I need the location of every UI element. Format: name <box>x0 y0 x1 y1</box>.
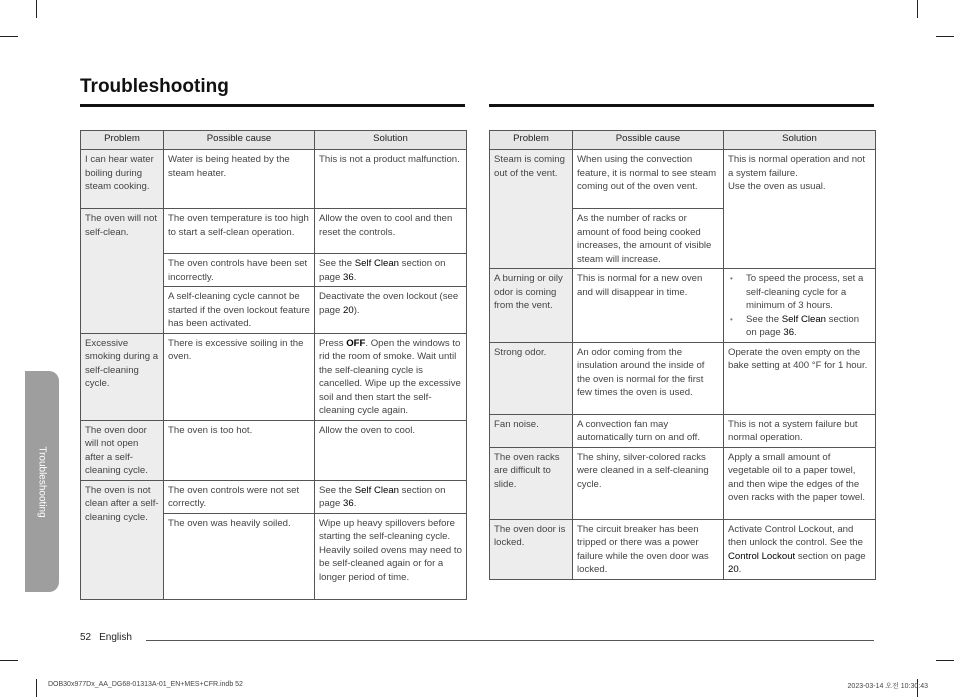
troubleshooting-table-left <box>80 130 467 600</box>
problem-cell: The oven will not self-clean. <box>81 209 164 334</box>
text-run: Deactivate the oven lockout (see page <box>319 291 459 316</box>
text-run: . Open the windows to rid the room of smoke. Wait until the self-cleaning cycle is cancelled. Wipe up the excessive soil and then start the self-cleaning cycle again. <box>319 337 461 416</box>
solution-cell: Wipe up heavy spillovers before starting the self-cleaning cycle. Heavily soiled ovens may need to be self-cleaned again or for a longer period of time. <box>315 513 467 599</box>
menu-term: Control Lockout <box>728 550 796 562</box>
cause-cell: The shiny, silver-colored racks were cleaned in a self-cleaning cycle. <box>573 447 724 519</box>
crop-mark <box>0 660 18 661</box>
table-header-row <box>490 131 876 150</box>
cause-cell: The oven was heavily soiled. <box>164 513 315 599</box>
footer-rule <box>146 640 874 641</box>
solution-cell: This is not a product malfunction. <box>315 150 467 209</box>
text-line: Use the oven as usual. <box>728 181 826 192</box>
solution-cell <box>315 254 467 287</box>
problem-cell: The oven racks are difficult to slide. <box>490 447 573 519</box>
text-run: . <box>353 498 357 509</box>
menu-term: Self Clean <box>354 258 400 269</box>
troubleshooting-table-right <box>489 130 876 580</box>
menu-term: Self Clean <box>781 313 827 325</box>
page-ref: 36 <box>343 271 354 283</box>
solution-cell <box>315 333 467 420</box>
text-run: Press <box>319 337 347 349</box>
crop-mark <box>36 0 37 18</box>
solution-cell: Allow the oven to cool and then reset the controls. <box>315 209 467 254</box>
footer-language: English <box>99 632 132 643</box>
text-run: Activate Control Lockout, and then unlock the control. See the <box>728 523 863 548</box>
problem-cell: I can hear water boiling during steam cooking. <box>81 150 164 209</box>
problem-cell: Steam is coming out of the vent. <box>490 150 573 269</box>
page-footer <box>80 632 132 643</box>
table-row <box>490 519 876 579</box>
text-run: See the <box>746 313 782 325</box>
print-timestamp: 2023-03-14 오전 10:30:43 <box>847 683 928 690</box>
text-run: See the <box>319 484 355 496</box>
table-row <box>490 150 876 209</box>
bullet-list <box>728 272 871 340</box>
page-ref: 20 <box>343 304 354 316</box>
side-tab-label: Troubleshooting <box>36 445 48 518</box>
crop-mark <box>917 0 918 18</box>
print-file-info: DOB30x977Dx_AA_DG68-01313A-01_EN+MES+CFR.indb 52 <box>48 681 243 688</box>
title-rule-left <box>80 104 465 107</box>
problem-cell: Excessive smoking during a self-cleaning cycle. <box>81 333 164 420</box>
text-run: See the <box>319 258 355 269</box>
crop-mark <box>936 660 954 661</box>
solution-cell: Apply a small amount of vegetable oil to a paper towel, and then wipe the edges of the oven racks with the paper towel. <box>724 447 876 519</box>
cause-cell: The oven temperature is too high to start a self-clean operation. <box>164 209 315 254</box>
page-ref: 20 <box>728 564 739 575</box>
solution-cell: Operate the oven empty on the bake setting at 400 °F for 1 hour. <box>724 342 876 414</box>
table-row <box>81 333 467 420</box>
cause-cell: A convection fan may automatically turn on and off. <box>573 414 724 447</box>
table-row <box>81 209 467 254</box>
cause-cell: There is excessive soiling in the oven. <box>164 333 315 420</box>
cause-cell: The oven is too hot. <box>164 420 315 480</box>
page-ref: 36 <box>783 327 795 338</box>
page-number: 52 <box>80 632 92 643</box>
table-row <box>490 447 876 519</box>
table-row <box>490 269 876 343</box>
solution-cell <box>724 269 876 343</box>
cause-cell: An odor coming from the insulation around the inside of the oven is normal for the first few times the oven is used. <box>573 342 724 414</box>
solution-cell: This is not a system failure but normal operation. <box>724 414 876 447</box>
header-solution: Solution <box>724 131 876 150</box>
table-row <box>81 480 467 513</box>
text-line: This is normal operation and not a system failure. <box>728 154 866 179</box>
menu-term: Self Clean <box>354 484 400 496</box>
table-row <box>81 420 467 480</box>
solution-cell <box>315 287 467 334</box>
problem-cell: A burning or oily odor is coming from the vent. <box>490 269 573 343</box>
problem-cell: Strong odor. <box>490 342 573 414</box>
side-section-tab <box>25 371 59 592</box>
cause-cell: A self-cleaning cycle cannot be started if the oven lockout feature has been activated. <box>164 287 315 334</box>
cause-cell: As the number of racks or amount of food being cooked increases, the amount of visible steam will increase. <box>573 209 724 269</box>
cause-cell: Water is being heated by the steam heater. <box>164 150 315 209</box>
solution-cell <box>315 480 467 513</box>
problem-cell: The oven door is locked. <box>490 519 573 579</box>
solution-cell: Allow the oven to cool. <box>315 420 467 480</box>
text-run: . <box>738 564 742 575</box>
solution-cell <box>724 150 876 269</box>
cause-cell: This is normal for a new oven and will disappear in time. <box>573 269 724 343</box>
table-row <box>490 414 876 447</box>
bullet-item <box>746 313 871 340</box>
crop-mark <box>936 36 954 37</box>
button-term: OFF <box>346 337 366 349</box>
header-problem: Problem <box>490 131 573 150</box>
header-cause: Possible cause <box>573 131 724 150</box>
table-header-row <box>81 131 467 150</box>
cause-cell: When using the convection feature, it is normal to see steam coming out of the oven vent. <box>573 150 724 209</box>
solution-cell <box>724 519 876 579</box>
text-run: ). <box>353 304 360 316</box>
crop-mark <box>0 36 18 37</box>
table-row <box>490 342 876 414</box>
title-rule-right <box>489 104 874 107</box>
text-run: section on page <box>319 258 446 283</box>
problem-cell: Fan noise. <box>490 414 573 447</box>
text-run: section on page <box>746 313 860 338</box>
text-run: section on page <box>795 550 866 562</box>
header-problem: Problem <box>81 131 164 150</box>
header-solution: Solution <box>315 131 467 150</box>
bullet-item: • To speed the process, set a self-cleaning cycle for a minimum of 3 hours. <box>746 272 871 313</box>
header-cause: Possible cause <box>164 131 315 150</box>
crop-mark <box>36 679 37 697</box>
table-row <box>81 150 467 209</box>
text-run: . <box>353 271 357 283</box>
cause-cell: The oven controls were not set correctly. <box>164 480 315 513</box>
page-title: Troubleshooting <box>80 76 229 97</box>
text-run: section on page <box>319 484 446 509</box>
page-ref: 36 <box>343 498 354 509</box>
cause-cell: The circuit breaker has been tripped or there was a power failure while the oven door was locked. <box>573 519 724 579</box>
problem-cell: The oven door will not open after a self-cleaning cycle. <box>81 420 164 480</box>
problem-cell: The oven is not clean after a self-cleaning cycle. <box>81 480 164 599</box>
cause-cell: The oven controls have been set incorrectly. <box>164 254 315 287</box>
text-run: . <box>794 327 797 338</box>
